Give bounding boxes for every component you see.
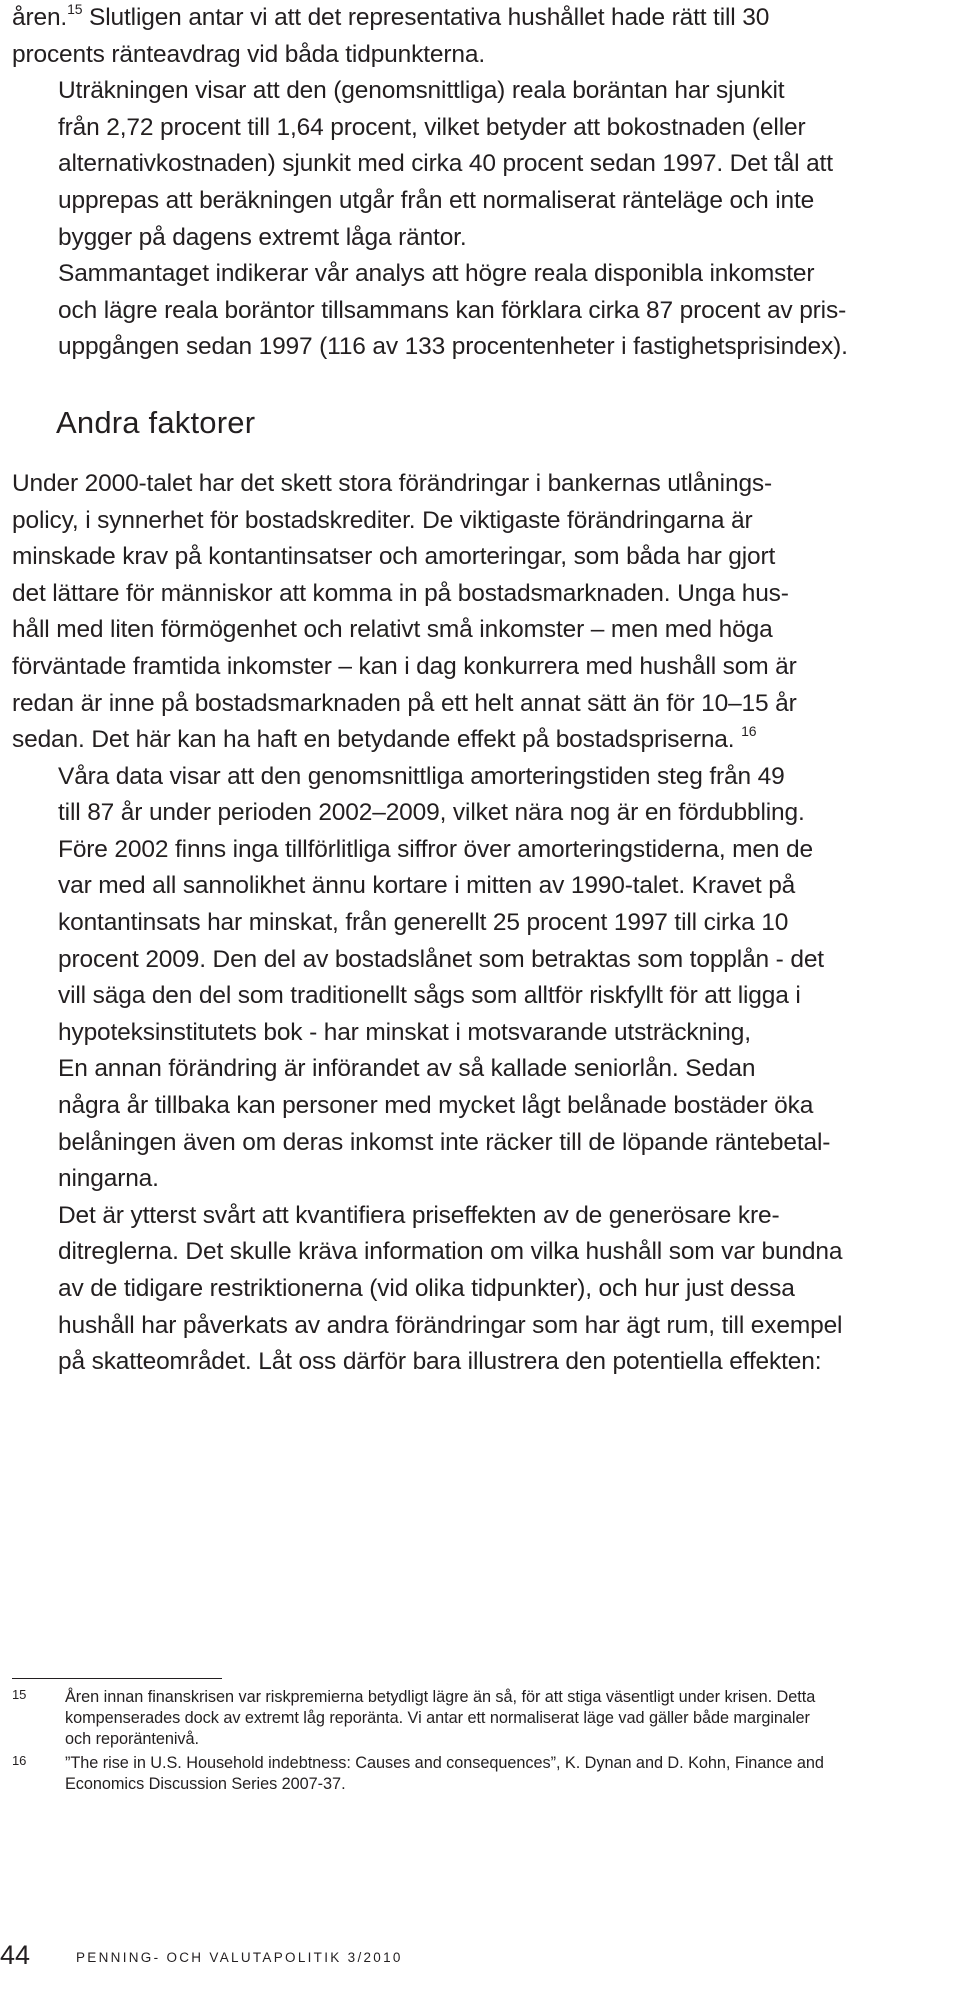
text-line: Våra data visar att den genomsnittliga amorteringstiden steg från 49 xyxy=(58,762,785,790)
footnote-line: Economics Discussion Series 2007-37. xyxy=(65,1774,346,1793)
text-line: Det är ytterst svårt att kvantifiera priseffekten av de generösare kre- xyxy=(58,1201,780,1229)
page-footer xyxy=(0,1937,960,1977)
paragraph-4 xyxy=(12,466,957,759)
text-line: från 2,72 procent till 1,64 procent, vilket betyder att bokostnaden (eller xyxy=(58,113,806,141)
text-line: det lättare för människor att komma in på bostadsmarknaden. Unga hus- xyxy=(12,579,789,607)
footnotes xyxy=(12,1678,952,1795)
text-line: uppgången sedan 1997 (116 av 133 procentenheter i fastighetsprisindex). xyxy=(58,333,848,361)
text-line: Före 2002 finns inga tillförlitliga siffror över amorteringstiderna, men de xyxy=(58,835,813,863)
text-line: hushåll har påverkats av andra förändringar som har ägt rum, till exempel xyxy=(58,1311,843,1339)
text-line: kontantinsats har minskat, från generellt 25 procent 1997 till cirka 10 xyxy=(58,909,789,937)
footnote-line: och reporäntenivå. xyxy=(65,1730,199,1749)
text-line: några år tillbaka kan personer med mycket lågt belånade bostäder öka xyxy=(58,1092,814,1120)
text-line: minskade krav på kontantinsatser och amorteringar, som båda har gjort xyxy=(12,543,776,571)
paragraph-6 xyxy=(12,1051,957,1197)
text-run: åren. xyxy=(12,4,68,31)
paragraph-3 xyxy=(12,256,957,366)
text-line: ningarna. xyxy=(58,1165,159,1193)
text-line: ditreglerna. Det skulle kräva information om vilka hushåll som var bundna xyxy=(58,1238,843,1266)
footnote-16 xyxy=(12,1753,952,1795)
text-line: förväntade framtida inkomster – kan i dag konkurrera med hushåll som är xyxy=(12,652,797,680)
paragraph-5 xyxy=(12,759,957,1052)
publication-title: PENNING- OCH VALUTAPOLITIK 3/2010 xyxy=(76,1950,403,1965)
paragraph-7 xyxy=(12,1198,957,1381)
text-line: Under 2000-talet har det skett stora förändringar i bankernas utlånings- xyxy=(12,469,773,497)
text-line: av de tidigare restriktionerna (vid olika tidpunkter), och hur just dessa xyxy=(58,1275,795,1302)
text-line: belåningen även om deras inkomst inte räcker till de löpande räntebetal- xyxy=(58,1128,831,1156)
text-line: upprepas att beräkningen utgår från ett normaliserat ränteläge och inte xyxy=(58,186,815,214)
footnote-15 xyxy=(12,1687,952,1751)
text-line: håll med liten förmögenhet och relativt små inkomster – men med höga xyxy=(12,616,773,644)
text-line: procents ränteavdrag vid båda tidpunkterna. xyxy=(12,40,485,68)
text-line: redan är inne på bostadsmarknaden på ett helt annat sätt än för 10–15 år xyxy=(12,689,797,717)
document-page xyxy=(12,0,957,1381)
footnote-line: Åren innan finanskrisen var riskpremierna betydligt lägre än så, för att stiga väsentligt under krisen. Detta xyxy=(65,1688,816,1706)
text-line: alternativkostnaden) sjunkit med cirka 40 procent sedan 1997. Det tål att xyxy=(58,150,833,178)
text-line: till 87 år under perioden 2002–2009, vilket nära nog är en fördubbling. xyxy=(58,799,805,827)
paragraph-2 xyxy=(12,73,957,256)
footnote-number: 16 xyxy=(12,1752,27,1768)
text-line: var med all sannolikhet ännu kortare i mitten av 1990-talet. Kravet på xyxy=(58,872,796,900)
text-line: Uträkningen visar att den (genomsnittliga) reala boräntan har sjunkit xyxy=(58,77,785,105)
footnote-line: ”The rise in U.S. Household indebtness: Causes and consequences”, K. Dynan and D. Kohn, Finance and xyxy=(65,1753,824,1772)
section-heading: Andra faktorer xyxy=(56,404,256,440)
text-line: En annan förändring är införandet av så kallade seniorlån. Sedan xyxy=(58,1055,756,1083)
footnote-ref-16[interactable]: 16 xyxy=(741,723,757,740)
text-line: bygger på dagens extremt låga räntor. xyxy=(58,223,467,251)
text-line: procent 2009. Den del av bostadslånet som betraktas som topplån - det xyxy=(58,945,824,973)
footnote-number: 15 xyxy=(12,1687,27,1702)
text-line: Sammantaget indikerar vår analys att högre reala disponibla inkomster xyxy=(58,260,815,288)
footnote-divider xyxy=(12,1678,222,1679)
text-line: policy, i synnerhet för bostadskrediter. De viktigaste förändringarna är xyxy=(12,506,753,534)
text-run: sedan. Det här kan ha haft en betydande effekt på bostadspriserna. xyxy=(12,726,742,754)
text-line: och lägre reala boräntor tillsammans kan förklara cirka 87 procent av pris- xyxy=(58,296,847,324)
paragraph-1 xyxy=(12,0,957,73)
page-number: 44 xyxy=(0,1940,31,1970)
text-line: på skatteområdet. Låt oss därför bara illustrera den potentiella effekten: xyxy=(58,1348,822,1376)
text-line: hypoteksinstitutets bok - har minskat i motsvarande utsträckning, xyxy=(58,1018,751,1046)
footnote-ref-15[interactable]: 15 xyxy=(67,1,83,17)
footnote-line: kompenserades dock av extremt låg reporänta. Vi antar ett normaliserat läge vad gäller både marginaler xyxy=(65,1709,810,1728)
text-run: Slutligen antar vi att det representativa hushållet hade rätt till 30 xyxy=(82,4,770,31)
text-line: vill säga den del som traditionellt sågs som alltför riskfyllt för att ligga i xyxy=(58,982,801,1010)
